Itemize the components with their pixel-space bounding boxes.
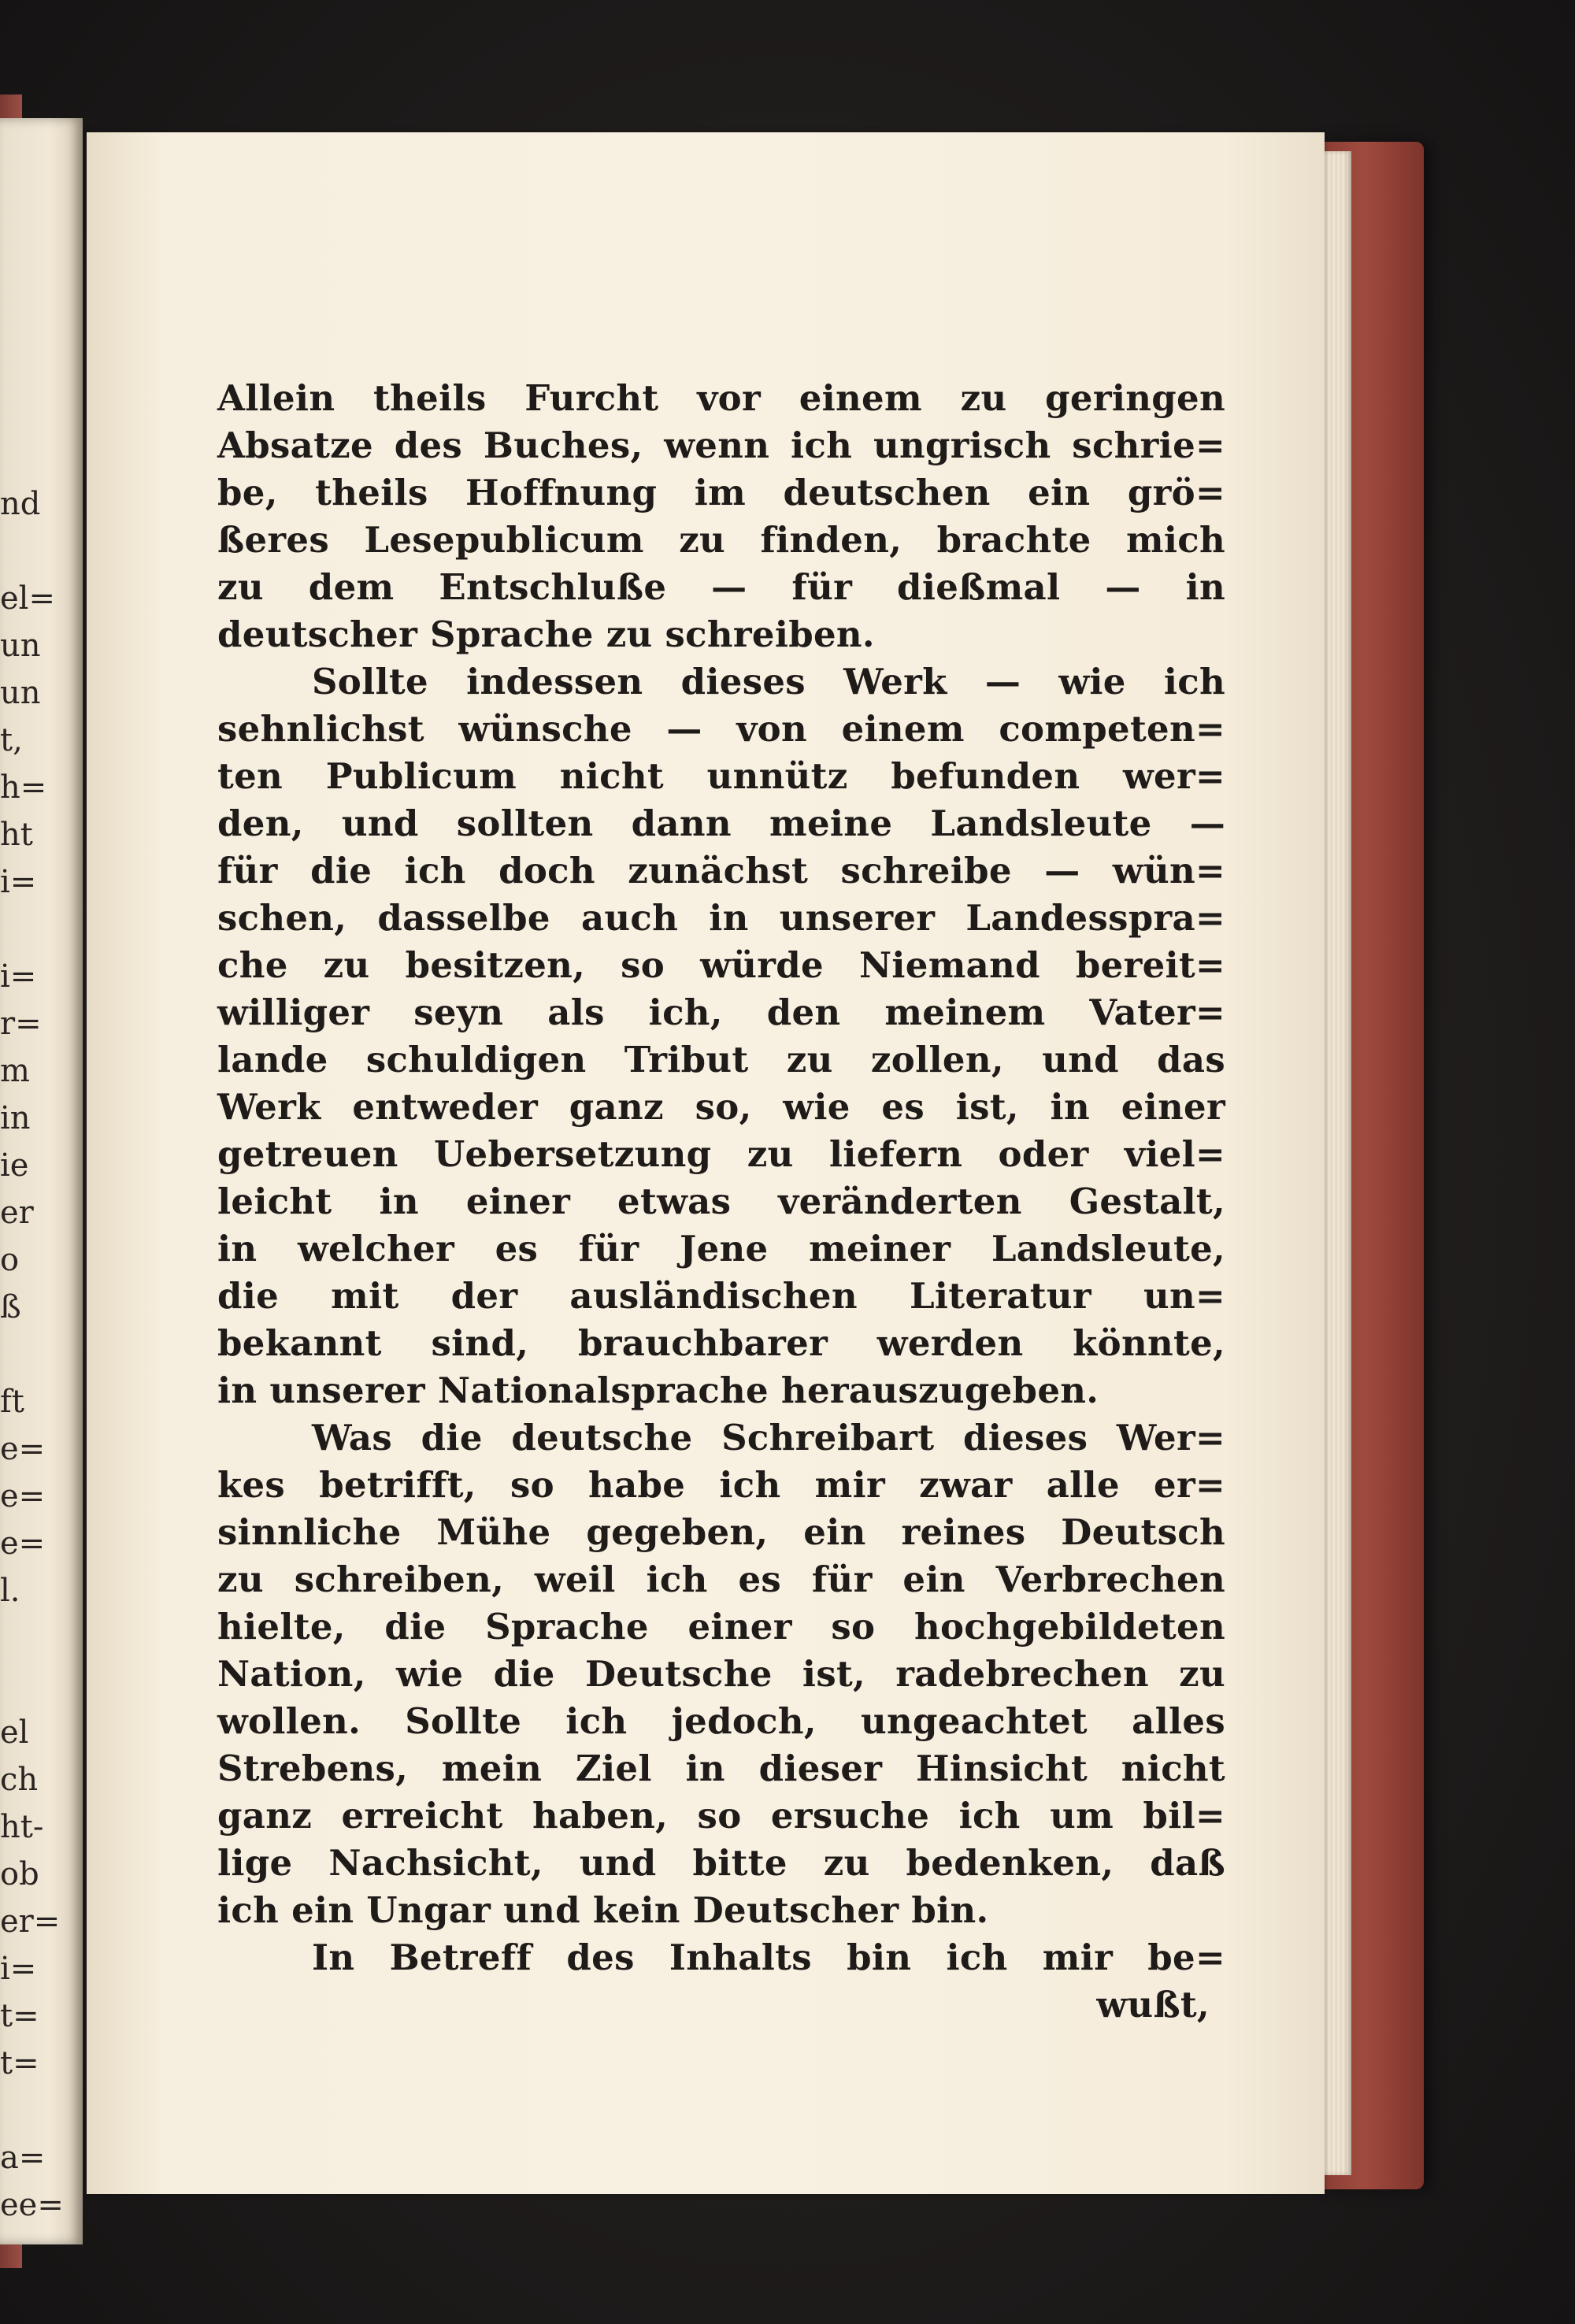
- previous-page-line-fragment: er=: [0, 1903, 61, 1940]
- previous-page-line-fragment: ht-: [0, 1809, 44, 1845]
- previous-page-line-fragment: [0, 906, 47, 953]
- paragraph-start-line: Was die deutsche Schreibart dieses Wer=: [312, 1417, 1225, 1459]
- previous-page-line-fragment: un: [0, 628, 41, 664]
- previous-page-line-fragment: er: [0, 1195, 34, 1231]
- text-line: ten Publicum nicht unnütz befunden wer=: [217, 755, 1225, 797]
- previous-page-line-fragment: ie: [0, 1147, 29, 1184]
- previous-page-line-fragment: a=: [0, 2140, 46, 2176]
- previous-page-line-fragment: in: [0, 1100, 31, 1136]
- previous-page-line-fragment: ee=: [0, 2187, 64, 2223]
- text-line: ich ein Ungar und kein Deutscher bin.: [217, 1889, 989, 1931]
- text-line: lige Nachsicht, und bitte zu bedenken, daß: [217, 1842, 1225, 1884]
- catchword: wußt,: [1096, 1984, 1210, 2026]
- previous-page-line-fragment: e=: [0, 1431, 46, 1467]
- text-line: zu dem Entschluße — für dießmal — in: [217, 566, 1225, 608]
- previous-page-line-fragment: ht: [0, 817, 33, 853]
- text-line: Absatze des Buches, wenn ich ungrisch schrie=: [217, 424, 1225, 466]
- text-line: getreuen Uebersetzung zu liefern oder viel=: [217, 1133, 1225, 1175]
- text-line: deutscher Sprache zu schreiben.: [217, 613, 875, 655]
- text-line: Strebens, mein Ziel in dieser Hinsicht nicht: [217, 1748, 1225, 1789]
- previous-page-line-fragment: t=: [0, 1998, 39, 2034]
- text-line: Allein theils Furcht vor einem zu geringen: [217, 377, 1225, 419]
- previous-page-line-fragment: h=: [0, 769, 47, 806]
- text-line: sehnlichst wünsche — von einem competen=: [217, 708, 1225, 750]
- text-line: schen, dasselbe auch in unserer Landesspra=: [217, 897, 1225, 939]
- previous-page-line-fragment: m: [0, 1053, 30, 1089]
- previous-page-line-fragment: t=: [0, 2045, 39, 2081]
- previous-page-line-fragment: l.: [0, 1573, 20, 1609]
- previous-page-line-fragment: [0, 2087, 47, 2134]
- text-line: hielte, die Sprache einer so hochgebildeten: [217, 1606, 1225, 1648]
- previous-page-line-fragment: ft: [0, 1384, 24, 1420]
- text-line: lande schuldigen Tribut zu zollen, und das: [217, 1039, 1225, 1080]
- text-line: kes betrifft, so habe ich mir zwar alle er=: [217, 1464, 1225, 1506]
- previous-page-line-fragment: ob: [0, 1856, 39, 1892]
- previous-page-line-fragment: r=: [0, 1006, 42, 1042]
- previous-page-line-fragment: t,: [0, 722, 23, 758]
- previous-page-line-fragment: o: [0, 1242, 20, 1278]
- previous-page-line-fragment: i=: [0, 1951, 37, 1987]
- text-line: ganz erreicht haben, so ersuche ich um bil=: [217, 1795, 1225, 1837]
- text-line: zu schreiben, weil ich es für ein Verbrechen: [217, 1559, 1225, 1600]
- previous-page-line-fragment: e=: [0, 1478, 46, 1514]
- text-line: che zu besitzen, so würde Niemand bereit=: [217, 944, 1225, 986]
- text-line: den, und sollten dann meine Landsleute —: [217, 802, 1225, 844]
- previous-page-line-fragment: e=: [0, 1525, 46, 1562]
- text-line: die mit der ausländischen Literatur un=: [217, 1275, 1225, 1317]
- text-line: Nation, wie die Deutsche ist, radebrechen zu: [217, 1653, 1225, 1695]
- previous-page-line-fragment: [0, 1662, 47, 1709]
- previous-page-line-fragment: [0, 528, 47, 575]
- text-line: in unserer Nationalsprache herauszugeben.: [217, 1370, 1099, 1411]
- text-line: Werk entweder ganz so, wie es ist, in einer: [217, 1086, 1225, 1128]
- text-line: be, theils Hoffnung im deutschen ein grö=: [217, 472, 1225, 513]
- paragraph-start-line: Sollte indessen dieses Werk — wie ich: [312, 661, 1225, 702]
- previous-page-line-fragment: un: [0, 675, 41, 711]
- previous-page-line-fragment: [0, 1614, 47, 1662]
- previous-page-line-fragment: i=: [0, 958, 37, 995]
- previous-page-line-fragment: ch: [0, 1762, 39, 1798]
- book-page: [87, 132, 1325, 2194]
- previous-page-fragment: [0, 118, 83, 2244]
- text-line: wollen. Sollte ich jedoch, ungeachtet alles: [217, 1700, 1225, 1742]
- previous-page-line-fragment: el=: [0, 580, 55, 617]
- paragraph-start-line: In Betreff des Inhalts bin ich mir be=: [312, 1937, 1225, 1978]
- previous-page-line-fragment: [0, 1331, 47, 1378]
- text-line: für die ich doch zunächst schreibe — wün=: [217, 850, 1225, 891]
- text-line: leicht in einer etwas veränderten Gestalt,: [217, 1181, 1225, 1222]
- page-block-edges: [1320, 151, 1351, 2175]
- page-body-text: [217, 375, 1225, 2029]
- text-line: sinnliche Mühe gegeben, ein reines Deutsch: [217, 1511, 1225, 1553]
- text-line: williger seyn als ich, den meinem Vater=: [217, 991, 1225, 1033]
- text-line: bekannt sind, brauchbarer werden könnte,: [217, 1322, 1225, 1364]
- text-line: in welcher es für Jene meiner Landsleute,: [217, 1228, 1225, 1269]
- previous-page-line-fragment: i=: [0, 864, 37, 900]
- previous-page-text: [0, 480, 64, 2229]
- previous-page-line-fragment: ß: [0, 1289, 21, 1325]
- text-line: ßeres Lesepublicum zu finden, brachte mich: [217, 519, 1225, 561]
- previous-page-line-fragment: nd: [0, 486, 41, 522]
- previous-page-line-fragment: el: [0, 1714, 29, 1751]
